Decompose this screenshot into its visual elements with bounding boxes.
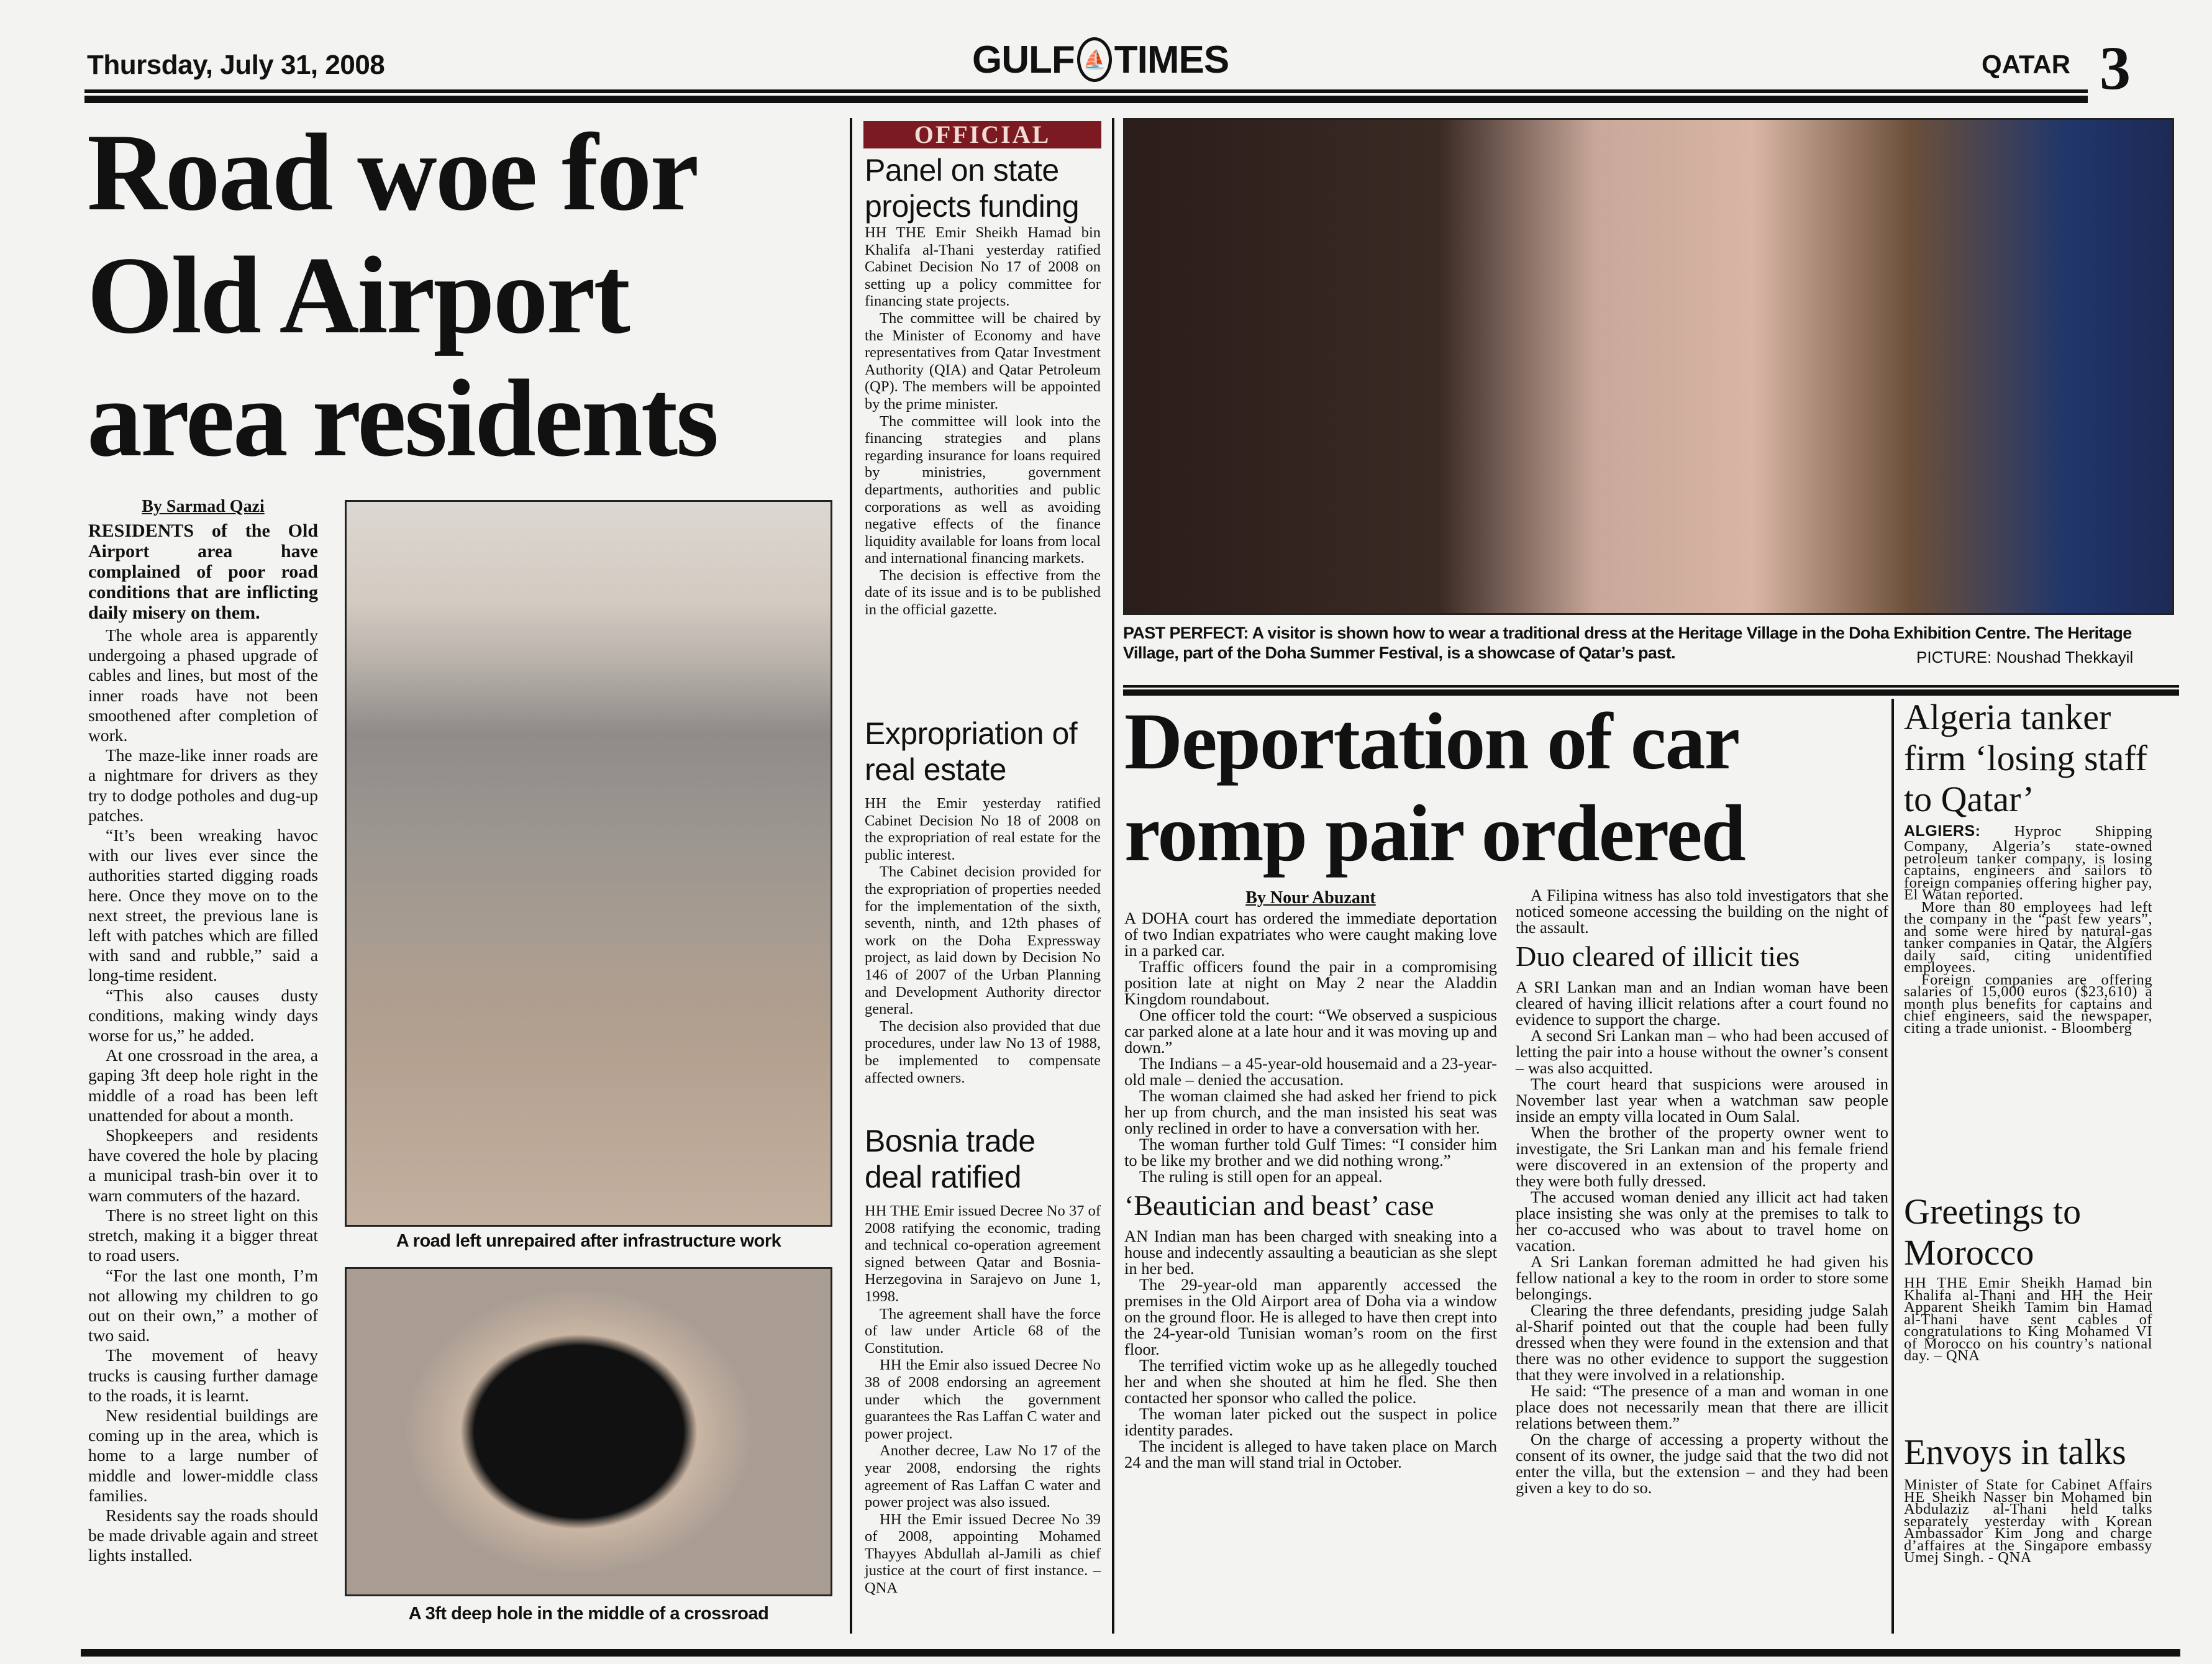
deportation-byline: By Nour Abuzant	[1245, 888, 1376, 907]
paragraph: A SRI Lankan man and an Indian woman have been cleared of having illicit relations after a court found no evidence to support the charge.	[1516, 978, 1888, 1029]
lead-story-body	[88, 497, 318, 1566]
paragraph: AN Indian man has been charged with sneaking into a house and indecently assaulting a beautician as she slept in her bed.	[1124, 1227, 1497, 1278]
paragraph: The decision is effective from the date of its issue and is to be published in the official gazette.	[865, 566, 1101, 619]
paragraph: He said: “The presence of a man and woman in one place does not necessarily mean that there are illicit relations between them.”	[1516, 1381, 1888, 1432]
page-number: 3	[2100, 34, 2131, 102]
paragraph: A second Sri Lankan man – who had been accused of letting the pair into a house without the owner’s consent – was also acquitted.	[1516, 1026, 1888, 1077]
page-bottom-rule	[81, 1649, 2180, 1657]
brief-envoys	[1904, 1432, 2152, 1564]
paragraph: When the brother of the property owner went to investigate, the Sri Lankan man and his female friend were discovered in an extension of the property and they were both fully dressed.	[1516, 1123, 1888, 1190]
brief-body-morocco	[1904, 1277, 2152, 1362]
brief-body-algeria	[1904, 822, 2152, 1037]
paragraph: One officer told the court: “We observed a suspicious car parked alone at a late hour and it was moving up and down.”	[1124, 1006, 1497, 1057]
paragraph: The ruling is still open for an appeal.	[1139, 1167, 1383, 1186]
lead-headline: Road woe for Old Airport area residents	[87, 111, 717, 480]
paragraph: Clearing the three defendants, presiding judge Salah al-Sharif pointed out that the couple had been fully dressed when they were found in the extension and that there was no other evidence to support the suggestion that they were involved in a relationship.	[1516, 1301, 1888, 1384]
official-headline-panel: Panel on state projects funding	[865, 153, 1080, 224]
official-headline-expropriation: Expropriation of real estate	[865, 716, 1078, 787]
column-divider	[850, 118, 852, 1634]
paragraph: HH the Emir yesterday ratified Cabinet Decision No 18 of 2008 on the expropriation of real estate for the public interest.	[865, 795, 1101, 863]
brief-morocco	[1904, 1191, 2152, 1362]
brief-body-envoys	[1904, 1476, 2152, 1566]
paragraph: A DOHA court has ordered the immediate deportation of two Indian expatriates who were caught making love in a parked car.	[1124, 909, 1497, 960]
official-story-bosnia	[865, 1123, 1101, 1597]
masthead-rule-thin	[84, 89, 2088, 93]
paragraph: The woman claimed she had asked her friend to pick her up from church, and the man insisted his seat was only reclined in order to have a conversation with her.	[1124, 1086, 1497, 1137]
column-divider	[1112, 118, 1114, 1634]
paragraph: HH THE Emir Sheikh Hamad bin Khalifa al-Thani yesterday ratified Cabinet Decision No 17 of 2008 on setting up a policy committee for financing state projects.	[865, 224, 1101, 310]
dateline: ALGIERS:	[1904, 822, 2014, 840]
official-body-expropriation	[865, 795, 1101, 1086]
paragraph: There is no street light on this stretch, making it a bigger threat to road users.	[88, 1205, 318, 1265]
photo-crossroad-hole	[345, 1267, 832, 1596]
newspaper-logo	[972, 37, 1229, 82]
paragraph: Another decree, Law No 17 of the year 2008, endorsing the rights agreement of Ras Laffan C water and power project was also issued.	[865, 1442, 1101, 1511]
paragraph: The incident is alleged to have taken place on March 24 and the man will stand trial in October.	[1124, 1437, 1497, 1471]
paragraph: The committee will be chaired by the Minister of Economy and have representatives from Qatar Investment Authority (QIA) and Qatar Petroleum (QP). The members will be appointed by the prime minister.	[865, 309, 1101, 412]
official-headline-bosnia: Bosnia trade deal ratified	[865, 1124, 1035, 1194]
paragraph: Foreign companies are offering salaries of 15,000 euros ($23,610) a month plus benefits for captains and chief engineers, said the newspaper, citing a trade unionist. - Bloomberg	[1904, 971, 2152, 1037]
paragraph: At one crossroad in the area, a gaping 3ft deep hole right in the middle of a road has been left unattended for about a month.	[88, 1045, 318, 1125]
paragraph: “It’s been wreaking havoc with our lives ever since the authorities started digging roads here. Once they move on to the next street, the previous lane is left with patches which are filled with sand and rubble,” said a long-time resident.	[88, 825, 318, 985]
paragraph: The woman further told Gulf Times: “I consider him to be like my brother and we did nothing wrong.”	[1124, 1135, 1497, 1170]
paragraph: The Indians – a 45-year-old housemaid and a 23-year-old male – denied the accusation.	[1124, 1054, 1497, 1089]
photo-credit: PICTURE: Noushad Thekkayil	[1916, 648, 2134, 666]
masthead-rule-thick	[84, 96, 2088, 103]
logo-text-left: GULF	[972, 38, 1075, 81]
paragraph: HH the Emir also issued Decree No 38 of 2008 endorsing an agreement under which the government guarantees the Ras Laffan C water and power project.	[865, 1357, 1101, 1442]
section-label: QATAR	[1982, 50, 2071, 79]
lead-paragraphs	[88, 521, 318, 1566]
paragraph: ALGIERS: Hyproc Shipping Company, Algeria’s state-owned petroleum tanker company, is losing captains, engineers and sailors to foreign companies offering higher pay, El Watan reported.	[1904, 822, 2152, 903]
paragraph: More than 80 employees had left the company in the “past few years”, and some were hired by natural-gas tanker companies in Qatar, the Algiers daily said, citing unidentified employees.	[1904, 898, 2152, 976]
deportation-column-2	[1516, 887, 1888, 1496]
caption-text: A visitor is shown how to wear a traditional dress at the Heritage Village in the Doha Exhibition Centre. The Heritage Village, part of the Doha Summer Festival, is a showcase of Qatar’s past.	[1123, 624, 2132, 662]
paragraph: Shopkeepers and residents have covered the hole by placing a municipal trash-bin over it to warn commuters of the hazard.	[88, 1125, 318, 1205]
paragraph: The woman later picked out the suspect in police identity parades.	[1124, 1404, 1497, 1439]
dhow-globe-icon: ⛵	[1077, 37, 1112, 82]
deportation-headline: Deportation of car romp pair ordered	[1124, 697, 1745, 878]
deportation-column-1	[1124, 910, 1497, 1470]
brief-headline-algeria: Algeria tanker firm ‘losing staff to Qatar’	[1904, 697, 2147, 819]
paragraph: Residents say the roads should be made drivable again and street lights installed.	[88, 1505, 318, 1565]
official-body-bosnia	[865, 1203, 1101, 1597]
paragraph: The committee will look into the financing strategies and plans regarding insurance for loans required by ministries, government departments, authorities and public corporations as well as avoiding negative effects of the finance liquidity available for loans from local and international financing markets.	[865, 412, 1101, 567]
paragraph: The agreement shall have the force of law under Article 68 of the Constitution.	[865, 1305, 1101, 1357]
official-body-panel	[865, 224, 1101, 619]
paragraph: A Sri Lankan foreman admitted he had given his fellow national a key to the room in order to store some belongings.	[1516, 1252, 1888, 1303]
paragraph: The 29-year-old man apparently accessed the premises in the Old Airport area of Doha via a window on the ground floor. He is alleged to have then crept into the 24-year-old Tunisian woman’s room on the first floor.	[1124, 1275, 1497, 1358]
lead-byline: By Sarmad Qazi	[142, 497, 265, 516]
photo-caption-road: A road left unrepaired after infrastructure work	[396, 1231, 781, 1251]
brief-algeria	[1904, 697, 2152, 1037]
paragraph: The Cabinet decision provided for the expropriation of properties needed for the implementation of the sixth, seventh, ninth, and 12th phases of work on the Doha Expressway project, as laid down by Decision No 146 of 2007 of the Urban Planning and Development Authority director general.	[865, 863, 1101, 1018]
official-story-expropriation	[865, 716, 1101, 1086]
issue-date: Thursday, July 31, 2008	[87, 50, 385, 80]
paragraph: Minister of State for Cabinet Affairs HE Sheikh Nasser bin Mohamed bin Abdulaziz al-Thani held talks separately yesterday with Korean Ambassador Kim Jong and charge d’affaires at the Singapore embassy Umej Singh. - QNA	[1904, 1476, 2152, 1566]
paragraph: The terrified victim woke up as he allegedly touched her and when she shouted at him he fled. She then contacted her sponsor who called the police.	[1124, 1356, 1497, 1407]
section-rule-thin	[1123, 685, 2179, 688]
brief-headline-envoys: Envoys in talks	[1904, 1432, 2126, 1472]
paragraph: The court heard that suspicions were aroused in November last year when a watchman saw people inside an empty villa located in Oum Salal.	[1516, 1075, 1888, 1125]
paragraph: HH THE Emir Sheikh Hamad bin Khalifa al-Thani and HH the Heir Apparent Sheikh Tamim bin Hamad al-Thani have sent cables of congratulations to King Mohamed VI of Morocco on his country’s national day. – QNA	[1904, 1275, 2152, 1364]
sub-headline: Duo cleared of illicit ties	[1516, 940, 1800, 972]
photo-heritage-village	[1123, 118, 2174, 615]
paragraph: The movement of heavy trucks is causing further damage to the roads, it is learnt.	[88, 1345, 318, 1405]
paragraph: “For the last one month, I’m not allowing my children to go out on their own,” a mother of two said.	[88, 1265, 318, 1345]
logo-text-right: TIMES	[1114, 38, 1229, 81]
section-rule-thick	[1123, 689, 2179, 696]
caption-lead: PAST PERFECT:	[1123, 624, 1249, 642]
paragraph: The whole area is apparently undergoing a phased upgrade of cables and lines, but most of the inner roads have not been smoothened after completion of work.	[88, 625, 318, 745]
sub-headline: ‘Beautician and beast’ case	[1124, 1189, 1434, 1221]
paragraph: A Filipina witness has also told investigators that she noticed someone accessing the building on the night of the assault.	[1516, 886, 1888, 937]
paragraph: The accused woman denied any illicit act had taken place insisting she was only at the premises to talk to her co-accused who was about to travel home on vacation.	[1516, 1188, 1888, 1255]
paragraph: Traffic officers found the pair in a compromising position late at night on May 2 near the Aladdin Kingdom roundabout.	[1124, 957, 1497, 1008]
paragraph: HH THE Emir issued Decree No 37 of 2008 ratifying the economic, trading and technical co-operation agreement signed between Qatar and Bosnia-Herzegovina in Sarajevo on June 1, 1998.	[865, 1203, 1101, 1305]
paragraph: HH the Emir issued Decree No 39 of 2008, appointing Mohamed Thayyes Abdullah al-Jamili as chief justice at the court of first instance. – QNA	[865, 1511, 1101, 1597]
paragraph: The maze-like inner roads are a nightmare for drivers as they try to dodge potholes and dug-up patches.	[88, 745, 318, 825]
photo-unrepaired-road	[345, 500, 832, 1227]
column-divider	[1891, 699, 1894, 1634]
paragraph: RESIDENTS of the Old Airport area have complained of poor road conditions that are inflicting daily misery on them.	[88, 521, 318, 623]
brief-headline-morocco: Greetings to Morocco	[1904, 1191, 2082, 1273]
paragraph: The decision also provided that due procedures, under law No 13 of 1988, be implemented to compensate affected owners.	[865, 1017, 1101, 1086]
paragraph: On the charge of accessing a property without the consent of its owner, the judge said that the two did not enter the villa, but the extension – and they had been given a key to do so.	[1516, 1430, 1888, 1497]
paragraph: “This also causes dusty conditions, making windy days worse for us,” he added.	[88, 985, 318, 1045]
official-banner: OFFICIAL	[863, 121, 1101, 148]
photo-caption-hole: A 3ft deep hole in the middle of a crossroad	[408, 1604, 769, 1624]
official-story-panel	[865, 152, 1101, 619]
paragraph: New residential buildings are coming up in the area, which is home to a large number of middle and lower-middle class families.	[88, 1405, 318, 1505]
